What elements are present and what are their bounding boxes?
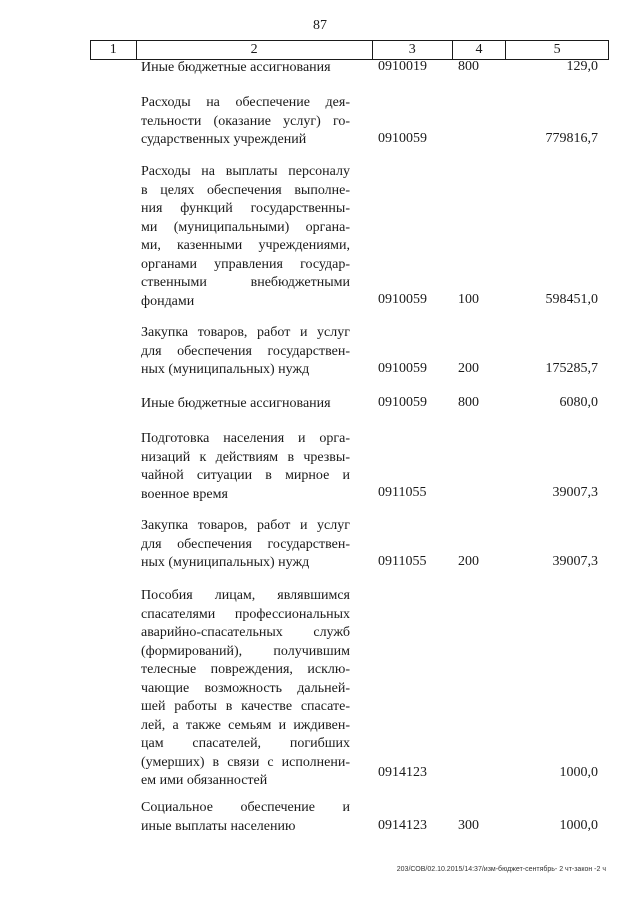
row-name-line: фондами <box>141 293 195 309</box>
row-name-line: Социальное обеспечение и <box>141 800 350 815</box>
row-amount: 175285,7 <box>545 361 598 376</box>
row-name-line: военное время <box>141 486 228 502</box>
row-name <box>141 517 350 573</box>
row-name-line: для обеспечения государствен- <box>141 343 350 359</box>
row-target-code: 0911055 <box>378 554 427 569</box>
row-amount: 598451,0 <box>545 292 598 307</box>
row-expense-type: 200 <box>458 554 479 569</box>
row-name-line: тельности (оказание услуг) го- <box>141 113 350 129</box>
column-1-header: 1 <box>91 41 137 60</box>
row-amount: 1000,0 <box>559 765 598 780</box>
row-name-line: ния функций государственны- <box>141 201 350 216</box>
row-name-line: чающие возможность дальней- <box>141 680 350 696</box>
row-name-line: ми, казенными учреждениями, <box>141 238 350 253</box>
row-target-code: 0914123 <box>378 818 427 833</box>
row-name-line: в целях обеспечения выполне- <box>141 182 350 198</box>
row-name <box>141 587 350 791</box>
row-name-line: чайной ситуации в мирное и <box>141 468 350 483</box>
row-target-code: 0911055 <box>378 485 427 500</box>
row-name-line: низаций к действиям в чрезвы- <box>141 449 350 465</box>
row-target-code: 0910019 <box>378 59 427 74</box>
row-name-line: аварийно-спасательных служб <box>141 625 350 640</box>
row-expense-type: 200 <box>458 361 479 376</box>
row-name-line: Расходы на обеспечение дея- <box>141 95 350 110</box>
row-expense-type: 800 <box>458 395 479 410</box>
row-name-line: сударственных учреждений <box>141 132 307 147</box>
row-expense-type: 800 <box>458 59 479 74</box>
row-name-line: Подготовка населения и орга- <box>141 431 350 446</box>
column-3-header: 3 <box>372 41 452 60</box>
row-amount: 129,0 <box>566 59 598 74</box>
column-header-row <box>90 40 609 60</box>
row-name-line: органами управления государ- <box>141 256 350 272</box>
row-name <box>141 430 350 504</box>
row-amount: 39007,3 <box>552 554 598 569</box>
row-amount: 779816,7 <box>545 131 598 146</box>
column-4-header: 4 <box>452 41 505 60</box>
row-name-line: цам спасателей, погибших <box>141 736 350 751</box>
row-name-line: Закупка товаров, работ и услуг <box>141 518 350 533</box>
column-5-header: 5 <box>506 41 609 60</box>
row-name-line: Пособия лицам, являвшимся <box>141 588 350 603</box>
row-name-line: Иные бюджетные ассигнования <box>141 396 331 411</box>
page-number: 87 <box>313 18 327 33</box>
row-amount: 6080,0 <box>559 395 598 410</box>
row-name <box>141 59 350 78</box>
row-name-line: ственными внебюджетными <box>141 275 350 290</box>
column-2-header: 2 <box>136 41 372 60</box>
row-name-line: ных (муниципальных) нужд <box>141 362 310 377</box>
row-name <box>141 163 350 311</box>
row-name-line: (формирований), получившим <box>141 643 350 659</box>
row-name <box>141 324 350 380</box>
row-name-line: иные выплаты населению <box>141 818 296 834</box>
row-target-code: 0910059 <box>378 292 427 307</box>
row-name-line: для обеспечения государствен- <box>141 536 350 552</box>
row-name-line: ем ими обязанностей <box>141 773 268 788</box>
row-name-line: ми (муниципальными) органа- <box>141 219 350 235</box>
row-expense-type: 300 <box>458 818 479 833</box>
row-target-code: 0910059 <box>378 395 427 410</box>
row-name-line: Иные бюджетные ассигнования <box>141 60 331 75</box>
row-name <box>141 799 350 836</box>
row-expense-type: 100 <box>458 292 479 307</box>
row-amount: 39007,3 <box>552 485 598 500</box>
row-name-line: лей, а также семьям и иждивен- <box>141 717 350 733</box>
row-name-line: Расходы на выплаты персоналу <box>141 164 350 179</box>
row-name-line: шей работы в качестве спасате- <box>141 699 350 714</box>
row-target-code: 0914123 <box>378 765 427 780</box>
row-name-line: ных (муниципальных) нужд <box>141 555 310 570</box>
row-name-line: Закупка товаров, работ и услуг <box>141 325 350 340</box>
row-name-line: телесные повреждения, исклю- <box>141 662 350 677</box>
row-name-line: спасателями профессиональных <box>141 606 350 622</box>
footer-file-note: 203/СОВ/02.10.2015/14:37/изм-бюджет-сентябрь- 2 чт-закон -2 ч <box>396 866 606 873</box>
row-name <box>141 395 350 414</box>
row-target-code: 0910059 <box>378 361 427 376</box>
row-name <box>141 94 350 150</box>
row-target-code: 0910059 <box>378 131 427 146</box>
row-name-line: (умерших) в связи с исполнени- <box>141 754 350 770</box>
row-amount: 1000,0 <box>559 818 598 833</box>
